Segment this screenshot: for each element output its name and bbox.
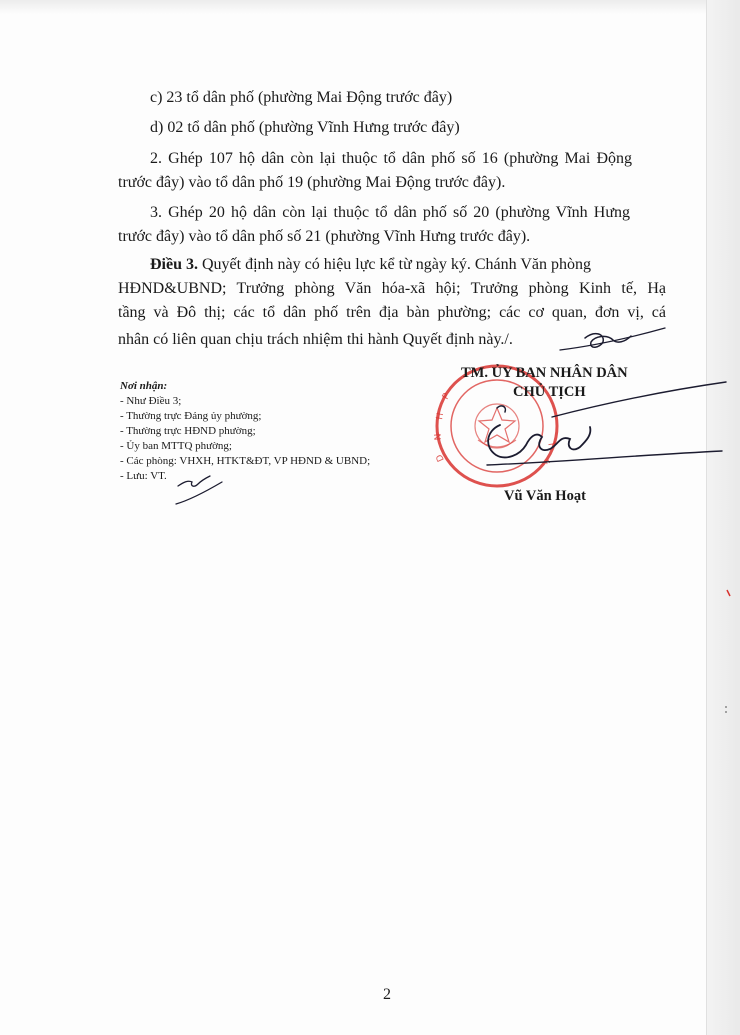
item-c: c) 23 tổ dân phố (phường Mai Động trước đây) — [150, 89, 453, 106]
svg-text:N: N — [433, 433, 444, 441]
signatory-position: CHỦ TỊCH — [513, 384, 586, 400]
signatory-name: Vũ Văn Hoạt — [504, 488, 586, 504]
recipient-item: - Các phòng: VHXH, HTKT&ĐT, VP HĐND & UBND; — [120, 455, 371, 467]
article-3-line-3: tầng và Đô thị; các tổ dân phố trên địa bàn phường; các cơ quan, đơn vị, cá — [118, 304, 666, 321]
article-3-heading: Điều 3. — [150, 256, 198, 273]
page-number: 2 — [383, 986, 391, 1003]
item-2-line-2: trước đây) vào tổ dân phố 19 (phường Mai Động trước đây). — [118, 174, 506, 191]
item-d: d) 02 tổ dân phố (phường Vĩnh Hưng trước đây) — [150, 119, 460, 136]
recipient-item: - Thường trực Đảng ủy phường; — [120, 410, 262, 422]
svg-text:F: F — [539, 458, 551, 468]
svg-text:H: H — [435, 412, 447, 421]
article-3-line-4: nhân có liên quan chịu trách nhiệm thi hành Quyết định này./. — [118, 331, 513, 348]
recipients-title: Nơi nhận: — [120, 380, 168, 392]
svg-text:T: T — [545, 440, 556, 448]
article-3-line-2: HĐND&UBND; Trưởng phòng Văn hóa-xã hội; Trưởng phòng Kinh tế, Hạ — [118, 280, 666, 297]
recipients-initial-mark — [176, 476, 222, 504]
recipient-item: - Thường trực HĐND phường; — [120, 425, 256, 437]
item-3-line-2: trước đây) vào tổ dân phố số 21 (phường Vĩnh Hưng trước đây). — [118, 228, 531, 245]
recipient-item: - Ủy ban MTTQ phường; — [120, 440, 232, 452]
item-3-line-1: 3. Ghép 20 hộ dân còn lại thuộc tổ dân phố số 20 (phường Vĩnh Hưng — [150, 204, 630, 221]
svg-text:P: P — [440, 391, 453, 402]
recipient-item: - Lưu: VT. — [120, 470, 167, 482]
svg-text:D: D — [434, 452, 447, 463]
scan-marks — [725, 590, 730, 713]
signatory-organization: TM. ỦY BAN NHÂN DÂN — [461, 365, 628, 381]
recipient-item: - Như Điều 3; — [120, 395, 182, 407]
item-2-line-1: 2. Ghép 107 hộ dân còn lại thuộc tổ dân phố số 16 (phường Mai Động — [150, 150, 632, 167]
article-3-line-1-text: Quyết định này có hiệu lực kể từ ngày ký. Chánh Văn phòng — [202, 256, 591, 273]
